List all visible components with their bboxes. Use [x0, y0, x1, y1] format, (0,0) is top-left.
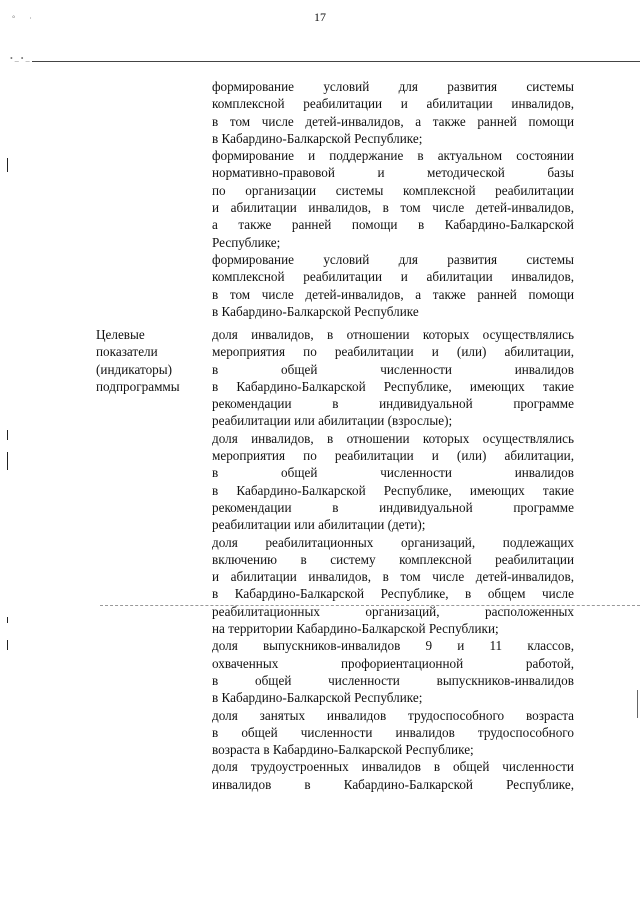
- scan-mark: [7, 452, 8, 470]
- page-number: 17: [314, 10, 326, 24]
- tasks-line: формирование и поддержание в актуальном состоянии: [212, 148, 574, 164]
- label-line: (индикаторы): [96, 361, 173, 377]
- indicator-line: инвалидов в Кабардино-Балкарской Республике,: [212, 776, 574, 792]
- indicator-line: в Кабардино-Балкарской Республике, имеющих такие: [212, 378, 574, 394]
- indicator-line: доля инвалидов, в отношении которых осуществлялись: [212, 327, 574, 342]
- indicator-line: доля выпускников-инвалидов 9 и 11 классов,: [212, 638, 574, 654]
- indicator-line: реабилитации или абилитации (взрослые);: [212, 413, 453, 429]
- scan-artifact: ° ·: [12, 14, 38, 23]
- indicator-line: на территории Кабардино-Балкарской Республики;: [212, 621, 499, 637]
- scan-mark: [637, 690, 638, 718]
- indicator-line: в общей численности инвалидов: [212, 465, 574, 481]
- indicator-line: в общей численности инвалидов трудоспособного: [212, 724, 574, 740]
- indicator-line: и абилитации инвалидов, в том числе детей-инвалидов,: [212, 569, 574, 585]
- indicator-line: рекомендации в индивидуальной программе: [212, 396, 574, 412]
- indicator-line: доля реабилитационных организаций, подлежащих: [212, 534, 574, 550]
- indicator-line: в Кабардино-Балкарской Республике;: [212, 690, 423, 706]
- tasks-text-cell: [212, 78, 574, 320]
- indicator-line: в Кабардино-Балкарской Республике, в общем числе: [212, 586, 574, 602]
- label-line: подпрограммы: [96, 378, 180, 394]
- tasks-line: в том числе детей-инвалидов, а также ранней помощи: [212, 113, 574, 129]
- tasks-line: и абилитации инвалидов, в том числе детей-инвалидов,: [212, 200, 574, 216]
- label-line: показатели: [96, 344, 158, 360]
- tasks-line: нормативно-правовой и методической базы: [212, 165, 574, 181]
- tasks-line: Республике;: [212, 234, 281, 250]
- table-top-border: [32, 61, 640, 62]
- indicator-line: рекомендации в индивидуальной программе: [212, 499, 574, 515]
- indicator-line: реабилитационных организаций, расположенных: [212, 603, 574, 619]
- indicators-text-cell: [212, 326, 574, 793]
- indicator-line: мероприятия по реабилитации и (или) абилитации,: [212, 344, 574, 360]
- scan-artifact: •_•_: [10, 54, 32, 63]
- tasks-line: комплексной реабилитации и абилитации инвалидов,: [212, 269, 574, 285]
- scan-mark: [7, 640, 8, 650]
- tasks-line: формирование условий для развития системы: [212, 251, 574, 267]
- indicator-line: в общей численности инвалидов: [212, 361, 574, 377]
- indicator-line: в Кабардино-Балкарской Республике, имеющих такие: [212, 482, 574, 498]
- tasks-line: формирование условий для развития системы: [212, 79, 574, 94]
- indicator-line: реабилитации или абилитации (дети);: [212, 517, 426, 533]
- tasks-line: в том числе детей-инвалидов, а также ранней помощи: [212, 286, 574, 302]
- tasks-line: а также ранней помощи в Кабардино-Балкарской: [212, 217, 574, 233]
- scan-mark: [7, 430, 8, 440]
- tasks-line: в Кабардино-Балкарской Республике: [212, 303, 419, 319]
- scan-mark: [7, 158, 8, 172]
- indicator-line: доля инвалидов, в отношении которых осуществлялись: [212, 430, 574, 446]
- indicator-line: охваченных профориентационной работой,: [212, 655, 574, 671]
- indicator-line: доля занятых инвалидов трудоспособного возраста: [212, 707, 574, 723]
- indicator-line: возраста в Кабардино-Балкарской Республике;: [212, 742, 474, 758]
- scan-mark: [7, 617, 8, 623]
- indicator-line: мероприятия по реабилитации и (или) абилитации,: [212, 448, 574, 464]
- tasks-line: комплексной реабилитации и абилитации инвалидов,: [212, 96, 574, 112]
- indicator-line: в общей численности выпускников-инвалидов: [212, 672, 574, 688]
- indicator-line: доля трудоустроенных инвалидов в общей численности: [212, 759, 574, 775]
- tasks-line: в Кабардино-Балкарской Республике;: [212, 130, 423, 146]
- indicators-label-cell: [96, 326, 200, 395]
- tasks-line: по организации системы комплексной реабилитации: [212, 182, 574, 198]
- label-line: Целевые: [96, 327, 145, 342]
- indicator-line: включению в систему комплексной реабилитации: [212, 551, 574, 567]
